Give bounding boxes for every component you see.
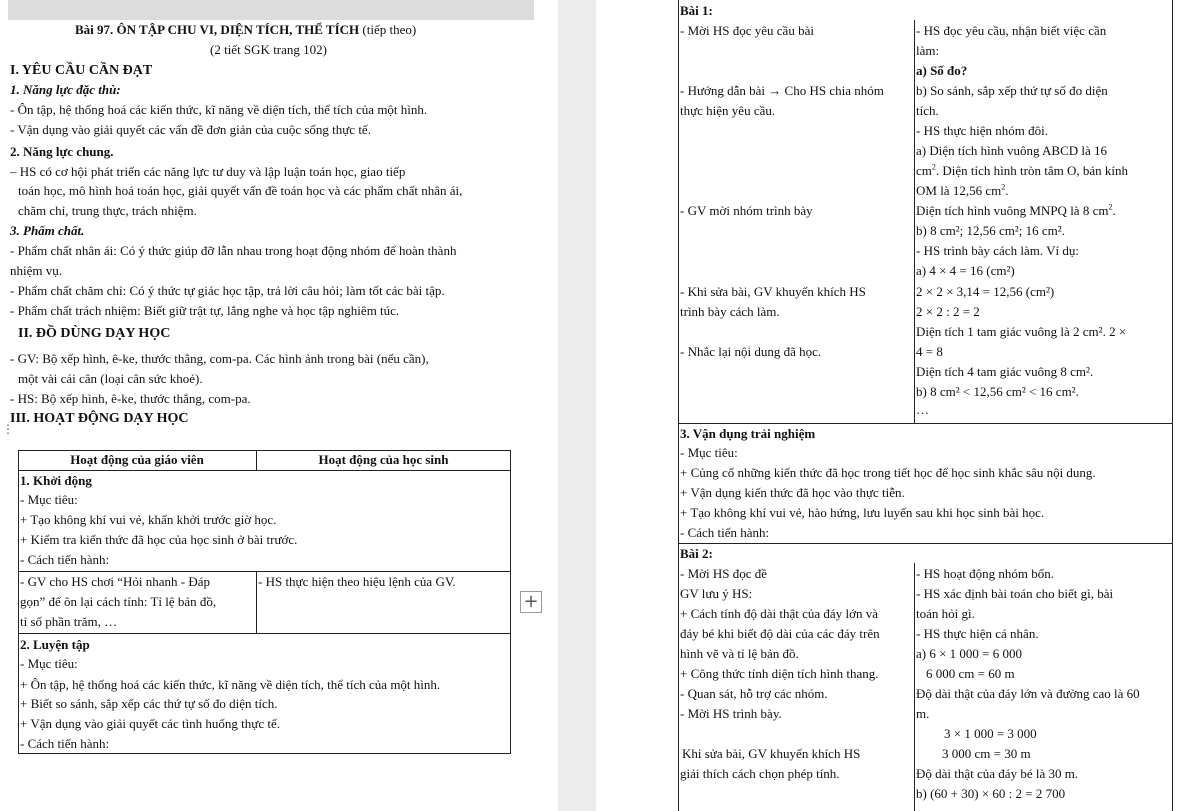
- title-bold: Bài 97. ÔN TẬP CHU VI, DIỆN TÍCH, THỂ TÍCH: [75, 22, 360, 37]
- text-line: làm:: [916, 43, 940, 58]
- text-line: + Tạo không khí vui vẻ, khấn khởi trước giờ học.: [20, 512, 277, 527]
- text-line: – HS có cơ hội phát triển các năng lực tư duy và lập luận toán học, giao tiếp: [10, 164, 406, 179]
- text-fragment: OM là 12,56 cm: [916, 183, 1002, 198]
- text-line: a) 6 × 1 000 = 6 000: [916, 646, 1023, 661]
- text-line: - Mục tiêu:: [20, 492, 78, 507]
- text-line: + Ôn tập, hệ thống hoá các kiến thức, kĩ năng về diện tích, thể tích của một hình.: [20, 677, 441, 692]
- text-line: nhiệm vụ.: [10, 263, 62, 278]
- section-heading-3: III. HOẠT ĐỘNG DẠY HỌC: [10, 411, 189, 426]
- text-line: + Công thức tính diện tích hình thang.: [680, 666, 879, 681]
- exercise-heading: Bài 2:: [680, 546, 713, 561]
- text-line: - HS thực hiện nhóm đôi.: [916, 123, 1048, 138]
- subheading-nang-luc-dac-thu: 1. Năng lực đặc thù:: [10, 82, 121, 97]
- text-line: - HS xác định bài toán cho biết gì, bài: [916, 586, 1114, 601]
- text-line: + Tạo không khí vui vẻ, hào hứng, lưu luyến sau khi học sinh bài học.: [680, 505, 1045, 520]
- text-line: GV lưu ý HS:: [680, 586, 753, 601]
- table-divider: [256, 571, 257, 633]
- text-line: Diện tích 1 tam giác vuông là 2 cm². 2 ×: [916, 324, 1127, 339]
- text-line: - Mời HS trình bày.: [680, 706, 782, 721]
- text-line: a) Diện tích hình vuông ABCD là 16: [916, 143, 1108, 158]
- text-line: Khi sửa bài, GV khuyến khích HS: [682, 746, 861, 761]
- text-line: + Vận dụng vào giải quyết các tình huống thực tế.: [20, 716, 280, 731]
- text-line: tỉ số phần trăm, …: [20, 614, 118, 629]
- subheading-nang-luc-chung: 2. Năng lực chung.: [10, 144, 114, 159]
- section-heading-2: II. ĐỒ DÙNG DẠY HỌC: [18, 326, 171, 341]
- text-line: - Mời HS đọc yêu cầu bài: [680, 23, 814, 38]
- lesson-subtitle: (2 tiết SGK trang 102): [210, 42, 327, 57]
- text-line: - Phẩm chất nhân ái: Có ý thức giúp đỡ lẫn nhau trong hoạt động nhóm để hoàn thành: [10, 243, 457, 258]
- text-fragment: . Diện tích hình tròn tâm O, bán kính: [935, 163, 1128, 178]
- plus-icon[interactable]: +: [520, 591, 542, 613]
- text-line: b) So sánh, sắp xếp thứ tự số đo diện: [916, 83, 1108, 98]
- text-line: - HS đọc yêu cầu, nhận biết việc cần: [916, 23, 1107, 38]
- text-line: Độ dài thật của đáy bé là 30 m.: [916, 766, 1079, 781]
- table-divider: [18, 633, 511, 634]
- text-line: + Cách tính độ dài thật của đáy lớn và: [680, 606, 878, 621]
- text-line: 2 × 2 × 3,14 = 12,56 (cm²): [916, 284, 1055, 299]
- text-line: toán học, mô hình hoá toán học, giải quyết vấn đề toán học và các phẩm chất nhân ái,: [18, 183, 463, 198]
- text-line: b) 8 cm²; 12,56 cm²; 16 cm².: [916, 223, 1065, 238]
- text-line: trình bày cách làm.: [680, 304, 780, 319]
- subheading-pham-chat: 3. Phẩm chất.: [10, 223, 85, 238]
- exercise-heading: Bài 1:: [680, 3, 713, 18]
- table-divider: [678, 543, 1173, 544]
- text-line: b) 8 cm² < 12,56 cm² < 16 cm².: [916, 384, 1079, 399]
- activity-heading: 2. Luyện tập: [20, 637, 90, 652]
- text-line: 4 = 8: [916, 344, 943, 359]
- text-line: 3 × 1 000 = 3 000: [944, 726, 1037, 741]
- text-line: + Củng cố những kiến thức đã học trong tiết học để học sinh khắc sâu nội dung.: [680, 465, 1096, 480]
- text-line: Độ dài thật của đáy lớn và đường cao là 60: [916, 686, 1140, 701]
- table-divider: [914, 563, 915, 811]
- text-line: toán hỏi gì.: [916, 606, 975, 621]
- table-header-teacher: Hoạt động của giáo viên: [70, 452, 204, 467]
- text-line: - Cách tiến hành:: [680, 525, 770, 540]
- section-heading-1: I. YÊU CẦU CẦN ĐẠT: [10, 63, 153, 78]
- page-gutter: [558, 0, 596, 811]
- table-divider: [18, 470, 511, 471]
- page-header-bar: [8, 0, 534, 20]
- text-line: + Kiểm tra kiến thức đã học của học sinh ở bài trước.: [20, 532, 298, 547]
- text-line: Diện tích hình vuông MNPQ là 8 $cm^2$.: [916, 202, 1116, 218]
- text-line: b) (60 + 30) × 60 : 2 = 2 700: [916, 786, 1066, 801]
- text-line: - Cách tiến hành:: [20, 552, 110, 567]
- drag-handle-icon[interactable]: ⋮: [2, 422, 14, 436]
- text-fragment: Diện tích hình vuông MNPQ là 8 cm: [916, 203, 1109, 218]
- text-line: 3 000 cm = 30 m: [942, 746, 1031, 761]
- text-line: - Khi sửa bài, GV khuyến khích HS: [680, 284, 866, 299]
- text-line: - Mục tiêu:: [20, 656, 78, 671]
- text-line: - Phẩm chất chăm chỉ: Có ý thức tự giác học tập, trả lời câu hỏi; làm tốt các bài tập.: [10, 283, 445, 298]
- text-line: 6 000 cm = 60 m: [926, 666, 1015, 681]
- lesson-title: [75, 22, 416, 38]
- text-line: - Mục tiêu:: [680, 445, 738, 460]
- text-line: - Ôn tập, hệ thống hoá các kiến thức, kĩ năng về diện tích, thể tích của một hình.: [10, 102, 428, 117]
- text-line: - HS hoạt động nhóm bốn.: [916, 566, 1054, 581]
- text-line: - Mời HS đọc đề: [680, 566, 768, 581]
- text-line: + Vận dụng kiến thức đã học vào thực tiễn.: [680, 485, 905, 500]
- text-line: - GV mời nhóm trình bày: [680, 203, 813, 218]
- text-line: đáy bé khi biết độ dài của các đáy trên: [680, 626, 880, 641]
- table-divider: [678, 423, 1173, 424]
- text-fragment: cm: [916, 163, 932, 178]
- title-rest: (tiếp theo): [359, 22, 417, 37]
- text-line: + Biết so sánh, sắp xếp các thứ tự số đo diện tích.: [20, 696, 278, 711]
- text-line: - Vận dụng vào giải quyết các vấn đề đơn giản của cuộc sống thực tế.: [10, 122, 371, 137]
- text-line: - GV cho HS chơi “Hỏi nhanh - Đáp: [20, 574, 211, 589]
- document-page-left: [0, 0, 558, 811]
- text-line: - HS thực hiện cá nhân.: [916, 626, 1039, 641]
- text-line: …: [916, 402, 929, 417]
- text-line: - Nhắc lại nội dung đã học.: [680, 344, 822, 359]
- text-line: hình vẽ và tỉ lệ bản đồ.: [680, 646, 799, 661]
- text-line: giải thích cách chọn phép tính.: [680, 766, 840, 781]
- text-line: 2 × 2 : 2 = 2: [916, 304, 980, 319]
- text-line: m.: [916, 706, 930, 721]
- text-line: - GV: Bộ xếp hình, ê-ke, thước thẳng, com-pa. Các hình ảnh trong bài (nếu cần),: [10, 351, 429, 366]
- text-line: OM là 12,56 $cm^2$.: [916, 182, 1009, 198]
- text-line: Diện tích 4 tam giác vuông 8 cm².: [916, 364, 1094, 379]
- document-page-right: [596, 0, 1183, 811]
- text-line: một vài cái cân (loại cân sức khoẻ).: [18, 371, 203, 386]
- text-line: - HS: Bộ xếp hình, ê-ke, thước thẳng, com-pa.: [10, 391, 251, 406]
- text-line: - Quan sát, hỗ trợ các nhóm.: [680, 686, 828, 701]
- text-line: - HS thực hiện theo hiệu lệnh của GV.: [258, 574, 456, 589]
- text-line: - Phẩm chất trách nhiệm: Biết giữ trật tự, lắng nghe và học tập nghiêm túc.: [10, 303, 400, 318]
- text-line: - HS trình bày cách làm. Ví dụ:: [916, 243, 1079, 258]
- text-line: - Hướng dẫn bài → Cho HS chia nhóm: [680, 83, 884, 98]
- activity-heading: 3. Vận dụng trải nghiệm: [680, 426, 816, 441]
- activity-heading: 1. Khởi động: [20, 473, 92, 488]
- table-header-student: Hoạt động của học sinh: [318, 452, 449, 467]
- text-line: $cm^2$. Diện tích hình tròn tâm O, bán kính: [916, 162, 1128, 178]
- text-line: gọn” để ôn lại cách tính: Tỉ lệ bản đồ,: [20, 594, 217, 609]
- text-line: - Cách tiến hành:: [20, 736, 110, 751]
- table-divider: [18, 571, 511, 572]
- table-divider: [914, 20, 915, 423]
- text-line: a) Số đo?: [916, 63, 968, 78]
- text-line: a) 4 × 4 = 16 (cm²): [916, 263, 1015, 278]
- text-line: chăm chỉ, trung thực, trách nhiệm.: [18, 203, 197, 218]
- text-line: thực hiện yêu cầu.: [680, 103, 776, 118]
- text-line: tích.: [916, 103, 939, 118]
